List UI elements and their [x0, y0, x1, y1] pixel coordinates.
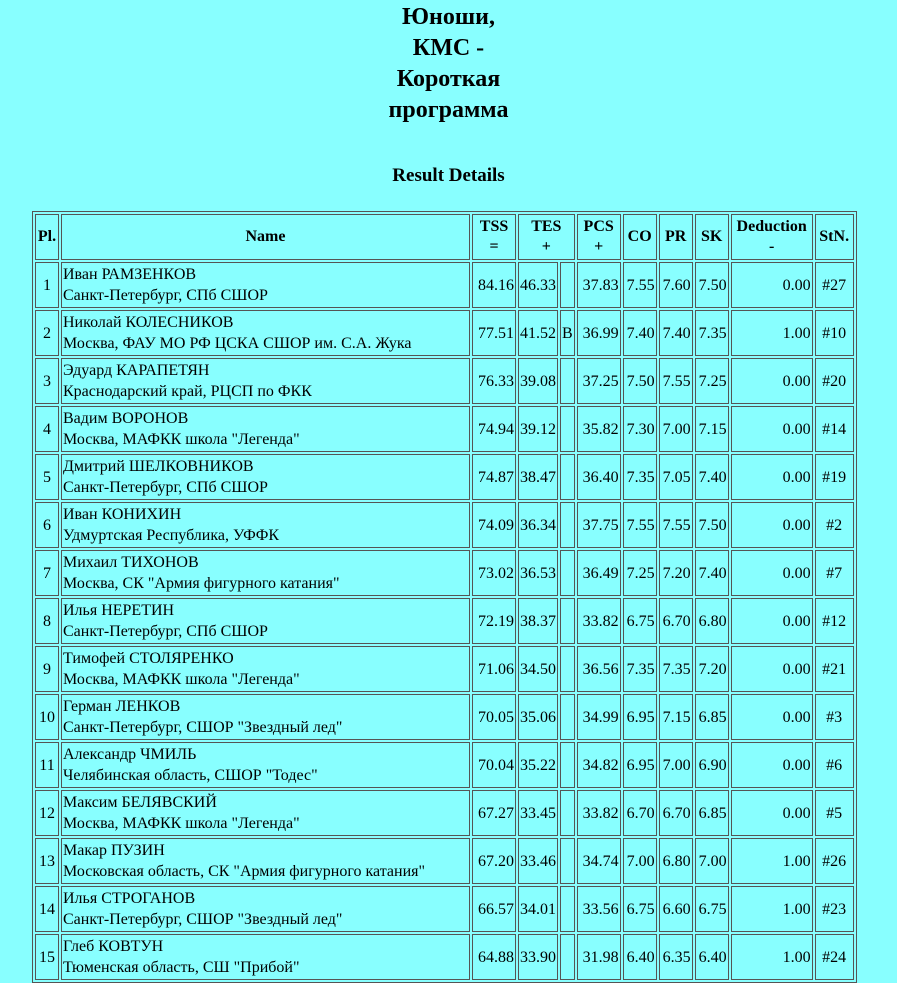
cell-flag [560, 454, 575, 500]
cell-pr: 7.05 [659, 454, 693, 500]
skater-club: Москва, ФАУ МО РФ ЦСКА СШОР им. С.А. Жука [63, 335, 412, 352]
results-body [35, 262, 854, 980]
cell-tes: 34.50 [518, 646, 558, 692]
results-table [32, 211, 857, 983]
cell-tes: 35.06 [518, 694, 558, 740]
skater-name: Эдуард КАРАПЕТЯН [63, 362, 210, 379]
cell-tss: 67.27 [472, 790, 516, 836]
skater-name: Герман ЛЕНКОВ [63, 698, 181, 715]
skater-club: Санкт-Петербург, СШОР "Звездный лед" [63, 911, 343, 928]
table-row [35, 454, 854, 500]
cell-sk: 6.80 [695, 598, 729, 644]
cell-name [61, 502, 470, 548]
cell-start-number: #19 [815, 454, 854, 500]
table-row [35, 262, 854, 308]
col-header-pcs-sign: + [594, 238, 604, 255]
cell-tss: 64.88 [472, 934, 516, 980]
col-header-deduction-label: Deduction [736, 218, 807, 235]
cell-pr: 6.70 [659, 598, 693, 644]
table-row [35, 310, 854, 356]
cell-pcs: 34.99 [577, 694, 621, 740]
cell-start-number: #26 [815, 838, 854, 884]
cell-sk: 7.50 [695, 262, 729, 308]
col-header-place: Pl. [35, 214, 59, 260]
cell-co: 6.75 [623, 886, 657, 932]
cell-sk: 7.15 [695, 406, 729, 452]
cell-deduction: 0.00 [731, 406, 813, 452]
cell-tes: 41.52 [518, 310, 558, 356]
col-header-deduction [731, 214, 813, 260]
table-row [35, 790, 854, 836]
cell-co: 7.00 [623, 838, 657, 884]
cell-pcs: 35.82 [577, 406, 621, 452]
cell-pr: 6.80 [659, 838, 693, 884]
skater-club: Московская область, СК "Армия фигурного катания" [63, 863, 426, 880]
cell-flag [560, 406, 575, 452]
cell-start-number: #7 [815, 550, 854, 596]
col-header-tes [518, 214, 575, 260]
cell-co: 6.75 [623, 598, 657, 644]
page-header [0, 0, 897, 126]
cell-pr: 7.00 [659, 742, 693, 788]
skater-name: Максим БЕЛЯВСКИЙ [63, 794, 217, 811]
cell-place: 12 [35, 790, 59, 836]
table-row [35, 838, 854, 884]
cell-start-number: #24 [815, 934, 854, 980]
cell-flag [560, 646, 575, 692]
title-line: КМС - [412, 35, 485, 61]
skater-name: Александр ЧМИЛЬ [63, 746, 197, 763]
cell-start-number: #10 [815, 310, 854, 356]
title-line: Короткая [396, 66, 501, 92]
skater-name: Макар ПУЗИН [63, 842, 165, 859]
cell-tes: 33.46 [518, 838, 558, 884]
cell-tes: 36.34 [518, 502, 558, 548]
cell-tss: 66.57 [472, 886, 516, 932]
cell-pr: 6.35 [659, 934, 693, 980]
col-header-co: CO [623, 214, 657, 260]
skater-name: Илья СТРОГАНОВ [63, 890, 196, 907]
cell-tss: 74.94 [472, 406, 516, 452]
col-header-tes-sign: + [541, 238, 551, 255]
col-header-tss-sign: = [489, 238, 499, 255]
table-row [35, 934, 854, 980]
cell-place: 15 [35, 934, 59, 980]
cell-flag [560, 502, 575, 548]
cell-sk: 6.85 [695, 694, 729, 740]
cell-tss: 84.16 [472, 262, 516, 308]
cell-sk: 7.20 [695, 646, 729, 692]
cell-deduction: 0.00 [731, 502, 813, 548]
skater-name: Михаил ТИХОНОВ [63, 554, 199, 571]
cell-tes: 35.22 [518, 742, 558, 788]
cell-deduction: 1.00 [731, 886, 813, 932]
cell-deduction: 0.00 [731, 742, 813, 788]
cell-pr: 7.55 [659, 502, 693, 548]
cell-start-number: #21 [815, 646, 854, 692]
cell-sk: 7.35 [695, 310, 729, 356]
cell-tes: 38.47 [518, 454, 558, 500]
skater-name: Иван КОНИХИН [63, 506, 182, 523]
cell-deduction: 0.00 [731, 454, 813, 500]
cell-sk: 6.90 [695, 742, 729, 788]
cell-start-number: #6 [815, 742, 854, 788]
cell-place: 7 [35, 550, 59, 596]
cell-tss: 72.19 [472, 598, 516, 644]
skater-club: Санкт-Петербург, СПб СШОР [63, 623, 268, 640]
cell-start-number: #3 [815, 694, 854, 740]
cell-pr: 6.60 [659, 886, 693, 932]
cell-pcs: 36.40 [577, 454, 621, 500]
cell-place: 4 [35, 406, 59, 452]
cell-pcs: 33.56 [577, 886, 621, 932]
cell-deduction: 0.00 [731, 598, 813, 644]
cell-tes: 38.37 [518, 598, 558, 644]
cell-name [61, 406, 470, 452]
cell-pcs: 37.75 [577, 502, 621, 548]
cell-place: 13 [35, 838, 59, 884]
page-title [329, 0, 569, 126]
cell-co: 7.30 [623, 406, 657, 452]
cell-deduction: 0.00 [731, 358, 813, 404]
skater-name: Дмитрий ШЕЛКОВНИКОВ [63, 458, 254, 475]
cell-tss: 76.33 [472, 358, 516, 404]
cell-flag [560, 262, 575, 308]
cell-tss: 70.04 [472, 742, 516, 788]
skater-club: Москва, МАФКК школа "Легенда" [63, 815, 300, 832]
section-title: Result Details [392, 165, 505, 186]
cell-deduction: 0.00 [731, 262, 813, 308]
cell-co: 6.70 [623, 790, 657, 836]
cell-flag [560, 838, 575, 884]
cell-name [61, 646, 470, 692]
cell-place: 11 [35, 742, 59, 788]
table-row [35, 550, 854, 596]
cell-place: 3 [35, 358, 59, 404]
cell-deduction: 1.00 [731, 838, 813, 884]
col-header-pr: PR [659, 214, 693, 260]
cell-flag [560, 358, 575, 404]
skater-name: Глеб КОВТУН [63, 938, 164, 955]
table-row [35, 694, 854, 740]
cell-start-number: #14 [815, 406, 854, 452]
cell-name [61, 454, 470, 500]
cell-flag: B [560, 310, 575, 356]
skater-name: Николай КОЛЕСНИКОВ [63, 314, 234, 331]
cell-tss: 74.87 [472, 454, 516, 500]
cell-deduction: 0.00 [731, 646, 813, 692]
skater-club: Москва, СК "Армия фигурного катания" [63, 575, 340, 592]
cell-tss: 73.02 [472, 550, 516, 596]
col-header-tss [472, 214, 516, 260]
cell-pr: 7.15 [659, 694, 693, 740]
cell-co: 6.40 [623, 934, 657, 980]
cell-flag [560, 886, 575, 932]
skater-club: Санкт-Петербург, СПб СШОР [63, 479, 268, 496]
cell-name [61, 934, 470, 980]
cell-pcs: 34.82 [577, 742, 621, 788]
cell-name [61, 598, 470, 644]
col-header-name: Name [61, 214, 470, 260]
cell-place: 6 [35, 502, 59, 548]
table-row [35, 598, 854, 644]
table-row [35, 358, 854, 404]
cell-co: 6.95 [623, 742, 657, 788]
cell-sk: 7.00 [695, 838, 729, 884]
skater-club: Челябинская область, СШОР "Тодес" [63, 767, 318, 784]
cell-tes: 33.90 [518, 934, 558, 980]
cell-place: 5 [35, 454, 59, 500]
cell-name [61, 694, 470, 740]
col-header-tes-label: TES [531, 218, 562, 235]
cell-name [61, 358, 470, 404]
skater-club: Тюменская область, СШ "Прибой" [63, 959, 300, 976]
cell-pcs: 36.99 [577, 310, 621, 356]
cell-sk: 6.75 [695, 886, 729, 932]
skater-name: Вадим ВОРОНОВ [63, 410, 189, 427]
cell-sk: 7.40 [695, 454, 729, 500]
cell-start-number: #23 [815, 886, 854, 932]
cell-co: 7.55 [623, 262, 657, 308]
cell-name [61, 838, 470, 884]
cell-flag [560, 694, 575, 740]
cell-place: 2 [35, 310, 59, 356]
cell-name [61, 262, 470, 308]
cell-pcs: 33.82 [577, 790, 621, 836]
cell-deduction: 1.00 [731, 310, 813, 356]
skater-club: Санкт-Петербург, СШОР "Звездный лед" [63, 719, 343, 736]
cell-tes: 34.01 [518, 886, 558, 932]
cell-place: 14 [35, 886, 59, 932]
cell-place: 8 [35, 598, 59, 644]
cell-start-number: #5 [815, 790, 854, 836]
header-row [35, 214, 854, 260]
cell-deduction: 1.00 [731, 934, 813, 980]
cell-sk: 7.50 [695, 502, 729, 548]
cell-pcs: 34.74 [577, 838, 621, 884]
cell-start-number: #20 [815, 358, 854, 404]
skater-club: Санкт-Петербург, СПб СШОР [63, 287, 268, 304]
skater-name: Илья НЕРЕТИН [63, 602, 175, 619]
col-header-tss-label: TSS [479, 218, 509, 235]
cell-co: 7.55 [623, 502, 657, 548]
col-header-pcs [577, 214, 621, 260]
skater-club: Москва, МАФКК школа "Легенда" [63, 671, 300, 688]
table-row [35, 886, 854, 932]
cell-sk: 7.25 [695, 358, 729, 404]
cell-pcs: 37.25 [577, 358, 621, 404]
cell-co: 7.35 [623, 646, 657, 692]
cell-tss: 71.06 [472, 646, 516, 692]
cell-co: 7.35 [623, 454, 657, 500]
skater-club: Краснодарский край, РЦСП по ФКК [63, 383, 312, 400]
cell-flag [560, 550, 575, 596]
col-header-sk: SK [695, 214, 729, 260]
title-line: Юноши, [402, 4, 495, 30]
cell-tss: 67.20 [472, 838, 516, 884]
cell-pr: 7.00 [659, 406, 693, 452]
table-row [35, 406, 854, 452]
cell-name [61, 790, 470, 836]
table-row [35, 742, 854, 788]
col-header-pcs-label: PCS [583, 218, 614, 235]
cell-sk: 6.40 [695, 934, 729, 980]
cell-place: 10 [35, 694, 59, 740]
cell-co: 7.40 [623, 310, 657, 356]
table-row [35, 646, 854, 692]
cell-place: 9 [35, 646, 59, 692]
cell-pcs: 31.98 [577, 934, 621, 980]
cell-deduction: 0.00 [731, 790, 813, 836]
cell-pr: 6.70 [659, 790, 693, 836]
cell-name [61, 310, 470, 356]
title-line: программа [388, 97, 509, 123]
cell-co: 6.95 [623, 694, 657, 740]
cell-tes: 39.12 [518, 406, 558, 452]
skater-club: Удмуртская Республика, УФФК [63, 527, 280, 544]
cell-tes: 33.45 [518, 790, 558, 836]
cell-start-number: #2 [815, 502, 854, 548]
cell-flag [560, 742, 575, 788]
cell-tss: 74.09 [472, 502, 516, 548]
cell-sk: 6.85 [695, 790, 729, 836]
cell-tes: 39.08 [518, 358, 558, 404]
cell-pr: 7.55 [659, 358, 693, 404]
cell-flag [560, 598, 575, 644]
cell-name [61, 742, 470, 788]
cell-place: 1 [35, 262, 59, 308]
cell-start-number: #27 [815, 262, 854, 308]
table-row [35, 502, 854, 548]
cell-pr: 7.60 [659, 262, 693, 308]
cell-sk: 7.40 [695, 550, 729, 596]
cell-name [61, 886, 470, 932]
cell-name [61, 550, 470, 596]
cell-co: 7.50 [623, 358, 657, 404]
skater-name: Иван РАМЗЕНКОВ [63, 266, 197, 283]
cell-start-number: #12 [815, 598, 854, 644]
skater-name: Тимофей СТОЛЯРЕНКО [63, 650, 234, 667]
cell-tes: 46.33 [518, 262, 558, 308]
cell-pcs: 33.82 [577, 598, 621, 644]
cell-deduction: 0.00 [731, 550, 813, 596]
cell-pr: 7.20 [659, 550, 693, 596]
cell-co: 7.25 [623, 550, 657, 596]
cell-pr: 7.35 [659, 646, 693, 692]
cell-pcs: 36.56 [577, 646, 621, 692]
skater-club: Москва, МАФКК школа "Легенда" [63, 431, 300, 448]
cell-pcs: 37.83 [577, 262, 621, 308]
cell-tss: 77.51 [472, 310, 516, 356]
cell-flag [560, 790, 575, 836]
cell-deduction: 0.00 [731, 694, 813, 740]
cell-flag [560, 934, 575, 980]
col-header-deduction-sign: - [769, 238, 775, 255]
cell-pcs: 36.49 [577, 550, 621, 596]
col-header-start-number: StN. [815, 214, 854, 260]
cell-tss: 70.05 [472, 694, 516, 740]
cell-pr: 7.40 [659, 310, 693, 356]
cell-tes: 36.53 [518, 550, 558, 596]
